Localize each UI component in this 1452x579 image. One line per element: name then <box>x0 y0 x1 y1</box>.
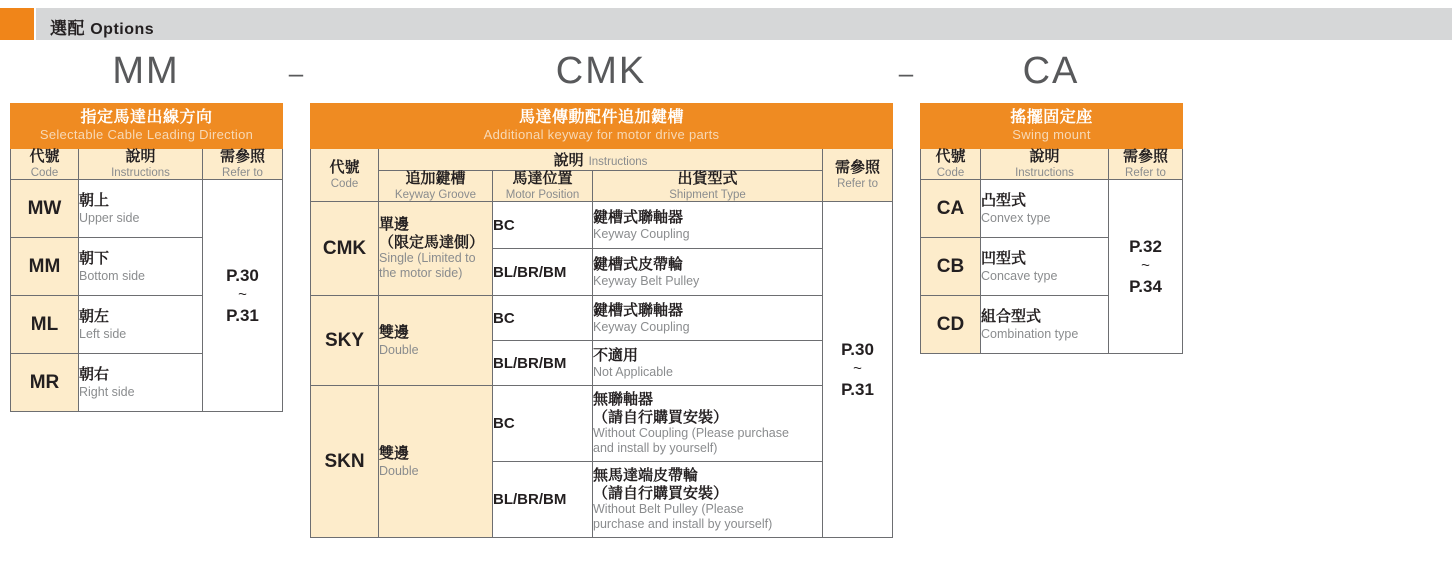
table-mm-code-mw: MW <box>11 180 79 238</box>
table-mm-desc-mr: 朝右 Right side <box>79 354 203 412</box>
table-mm-desc-mw: 朝上 Upper side <box>79 180 203 238</box>
header-bar <box>36 8 1452 40</box>
table-mm-title-zh: 指定馬達出線方向 <box>80 108 213 126</box>
table-row <box>311 386 893 462</box>
table-cmk-keyway-cmk: 單邊 （限定馬達側） Single (Limited to the motor side) <box>379 202 493 296</box>
options-header <box>0 8 1452 40</box>
table-ca-title-zh: 搖擺固定座 <box>1010 108 1093 126</box>
table-mm-header-refer: 需參照 Refer to <box>203 149 283 180</box>
table-cmk-motor-sky-1: BC <box>493 296 593 341</box>
table-cmk-motor-cmk-2: BL/BR/BM <box>493 249 593 296</box>
table-cmk-header-instructions: 說明 Instructions <box>379 149 823 171</box>
table-row <box>11 180 283 238</box>
table-cmk-code-sky: SKY <box>311 296 379 386</box>
table-ca-refer: P.32 ~ P.34 <box>1109 180 1183 354</box>
table-cmk-motor-cmk-1: BC <box>493 202 593 249</box>
table-cmk-motor-skn-2: BL/BR/BM <box>493 462 593 538</box>
table-cmk-shipment-cmk-2: 鍵槽式皮帶輪 Keyway Belt Pulley <box>593 249 823 296</box>
code-title-mm: MM <box>112 50 180 92</box>
table-ca-header-code: 代號 Code <box>921 149 981 180</box>
table-ca-code-ca: CA <box>921 180 981 238</box>
table-mm-desc-mm: 朝下 Bottom side <box>79 238 203 296</box>
table-cmk-code-skn: SKN <box>311 386 379 538</box>
table-cmk-keyway-sky: 雙邊 Double <box>379 296 493 386</box>
table-cmk-motor-skn-1: BC <box>493 386 593 462</box>
table-mm-code-mm: MM <box>11 238 79 296</box>
code-dash-2: – <box>898 58 914 88</box>
table-cmk-shipment-sky-2: 不適用 Not Applicable <box>593 341 823 386</box>
table-mm-refer: P.30 ~ P.31 <box>203 180 283 412</box>
table-cmk-header-motor-position: 馬達位置 Motor Position <box>493 171 593 202</box>
table-mm-header-code: 代號 Code <box>11 149 79 180</box>
table-ca-code-cb: CB <box>921 238 981 296</box>
table-mm-code-ml: ML <box>11 296 79 354</box>
table-cmk-header-code: 代號 Code <box>311 149 379 202</box>
header-title-zh: 選配 <box>50 19 85 38</box>
table-cmk-header-refer: 需參照 Refer to <box>823 149 893 202</box>
table-cmk-title-en: Additional keyway for motor drive parts <box>483 127 720 143</box>
table-mm-title <box>11 104 283 149</box>
table-cmk-refer: P.30 ~ P.31 <box>823 202 893 538</box>
table-ca-title-en: Swing mount <box>1012 127 1091 143</box>
table-mm-desc-ml: 朝左 Left side <box>79 296 203 354</box>
table-row <box>921 180 1183 238</box>
table-row <box>311 296 893 341</box>
code-title-cmk: CMK <box>555 50 647 92</box>
header-title <box>50 14 154 39</box>
table-row <box>311 202 893 249</box>
table-mm <box>10 103 282 412</box>
table-cmk-keyway-skn: 雙邊 Double <box>379 386 493 538</box>
table-cmk <box>310 103 892 538</box>
code-title-ca: CA <box>1022 50 1080 92</box>
table-cmk-shipment-sky-1: 鍵槽式聯軸器 Keyway Coupling <box>593 296 823 341</box>
table-ca-title <box>921 104 1183 149</box>
table-ca-desc-ca: 凸型式 Convex type <box>981 180 1109 238</box>
table-mm-code-mr: MR <box>11 354 79 412</box>
table-mm-title-en: Selectable Cable Leading Direction <box>39 127 254 143</box>
header-accent-swatch <box>0 8 34 40</box>
table-cmk-shipment-skn-1: 無聯軸器 （請自行購買安裝） Without Coupling (Please purchase and install by yourself) <box>593 386 823 462</box>
table-ca <box>920 103 1182 354</box>
table-cmk-header-keyway: 追加鍵槽 Keyway Groove <box>379 171 493 202</box>
table-cmk-title-zh: 馬達傳動配件追加鍵槽 <box>519 108 685 126</box>
table-ca-header-refer: 需參照 Refer to <box>1109 149 1183 180</box>
table-cmk-title <box>311 104 893 149</box>
table-cmk-motor-sky-2: BL/BR/BM <box>493 341 593 386</box>
table-ca-code-cd: CD <box>921 296 981 354</box>
table-ca-desc-cb: 凹型式 Concave type <box>981 238 1109 296</box>
table-cmk-shipment-cmk-1: 鍵槽式聯軸器 Keyway Coupling <box>593 202 823 249</box>
header-title-en: Options <box>90 21 155 38</box>
table-cmk-shipment-skn-2: 無馬達端皮帶輪 （請自行購買安裝） Without Belt Pulley (Please purchase and install by yourself) <box>593 462 823 538</box>
table-cmk-header-shipment: 出貨型式 Shipment Type <box>593 171 823 202</box>
table-cmk-code-cmk: CMK <box>311 202 379 296</box>
table-ca-header-instructions: 說明 Instructions <box>981 149 1109 180</box>
table-mm-header-instructions: 說明 Instructions <box>79 149 203 180</box>
table-ca-desc-cd: 組合型式 Combination type <box>981 296 1109 354</box>
code-dash-1: – <box>288 58 304 88</box>
